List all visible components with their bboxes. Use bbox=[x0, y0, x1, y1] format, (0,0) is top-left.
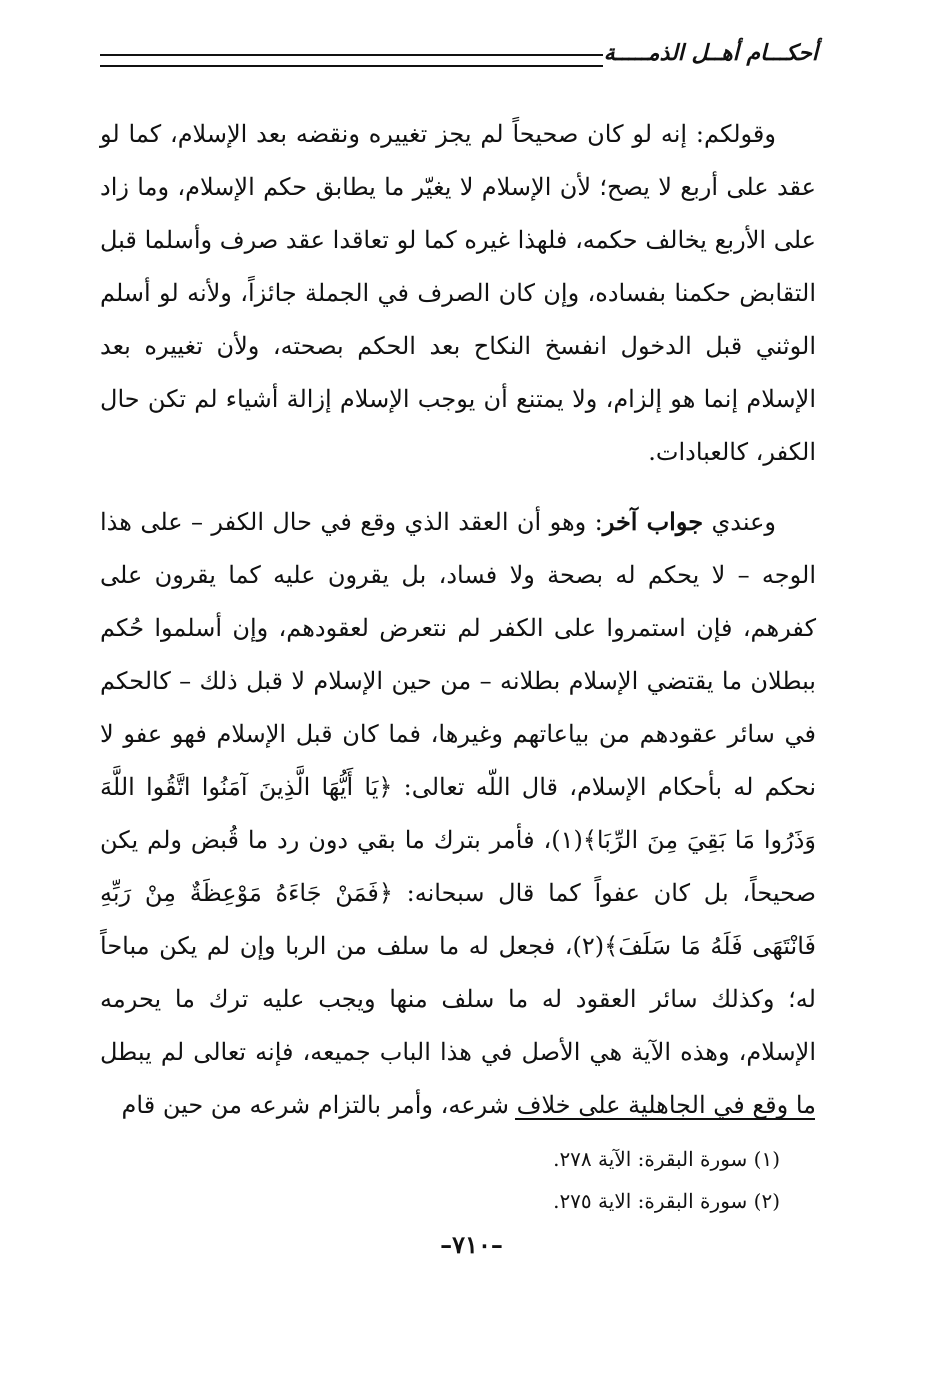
paragraph-2-heading: جواب آخر bbox=[602, 507, 704, 536]
footnotes bbox=[100, 1138, 780, 1222]
paragraph-1-text: وقولكم: إنه لو كان صحيحاً لم يجز تغييره ونقضه بعد الإسلام، كما لو عقد على أربع لا يصح؛ لأن الإسلام لا يغيّر ما يطابق حكم الإسلام، وما زاد على الأربع يخالف حكمه، فلهذا غيره كما لو تعاقدا عقد صرف وأسلما قبل التقابض حكمنا بفساده، وإن كان الصرف في الجملة جائزاً، ولأنه لو أسلم الوثني قبل الدخول انفسخ النكاح بعد الحكم بصحته، ولأن تغييره بعد الإسلام إنما هو إلزام، ولا يمتنع أن يوجب الإسلام إزالة أشياء لم تكن حال الكفر، كالعبادات. bbox=[100, 120, 816, 466]
footnote-2: (٢) سورة البقرة: الاية ٢٧٥. bbox=[553, 1189, 780, 1213]
page-number: –٧١٠– bbox=[440, 1230, 503, 1259]
paragraph-2-text: : وهو أن العقد الذي وقع في حال الكفر – على هذا الوجه – لا يحكم له بصحة ولا فساد، بل يقرون عليه كما يقرون على كفرهم، فإن استمروا على الكفر لم نتعرض لعقودهم، وإن أسلموا حُكم ببطلان ما يقتضي الإسلام بطلانه – من حين الإسلام لا قبل ذلك – كالحكم في سائر عقودهم من بياعاتهم وغيرها، فما كان قبل الإسلام فهو عفو لا نحكم له بأحكام الإسلام، قال اللّه تعالى: ﴿يَا أَيُّهَا الَّذِينَ آمَنُوا اتَّقُوا اللَّهَ وَذَرُوا مَا بَقِيَ مِنَ الرِّبَا﴾(١)، فأمر بترك ما بقي دون رد ما قُبض ولم يكن صحيحاً، بل كان عفواً كما قال سبحانه: ﴿فَمَنْ جَاءَهُ مَوْعِظَةٌ مِنْ رَبِّهِ فَانْتَهَى فَلَهُ مَا سَلَفَ﴾(٢)، فجعل له ما سلف من الربا وإن لم يكن مباحاً له؛ وكذلك سائر العقود له ما سلف منها ويجب عليه ترك ما يحرمه الإسلام، وهذه الآية هي الأصل في هذا الباب جميعه، فإنه تعالى لم يبطل ما وقع في الجاهلية على خلاف شرعه، وأمر بالتزام شرعه من حين قام bbox=[100, 508, 817, 1119]
header-title: أحكـــام أهــل الذمـــــة bbox=[603, 40, 818, 66]
paragraph-1 bbox=[100, 108, 816, 479]
paragraph-2 bbox=[100, 495, 816, 1132]
header-rule bbox=[100, 54, 603, 67]
body-text bbox=[100, 108, 816, 1132]
footnote-separator bbox=[515, 1118, 815, 1120]
running-header bbox=[100, 36, 818, 76]
footnote-1: (١) سورة البقرة: الآية ٢٧٨. bbox=[553, 1147, 780, 1171]
paragraph-2-text-start: وعندي bbox=[703, 508, 777, 536]
